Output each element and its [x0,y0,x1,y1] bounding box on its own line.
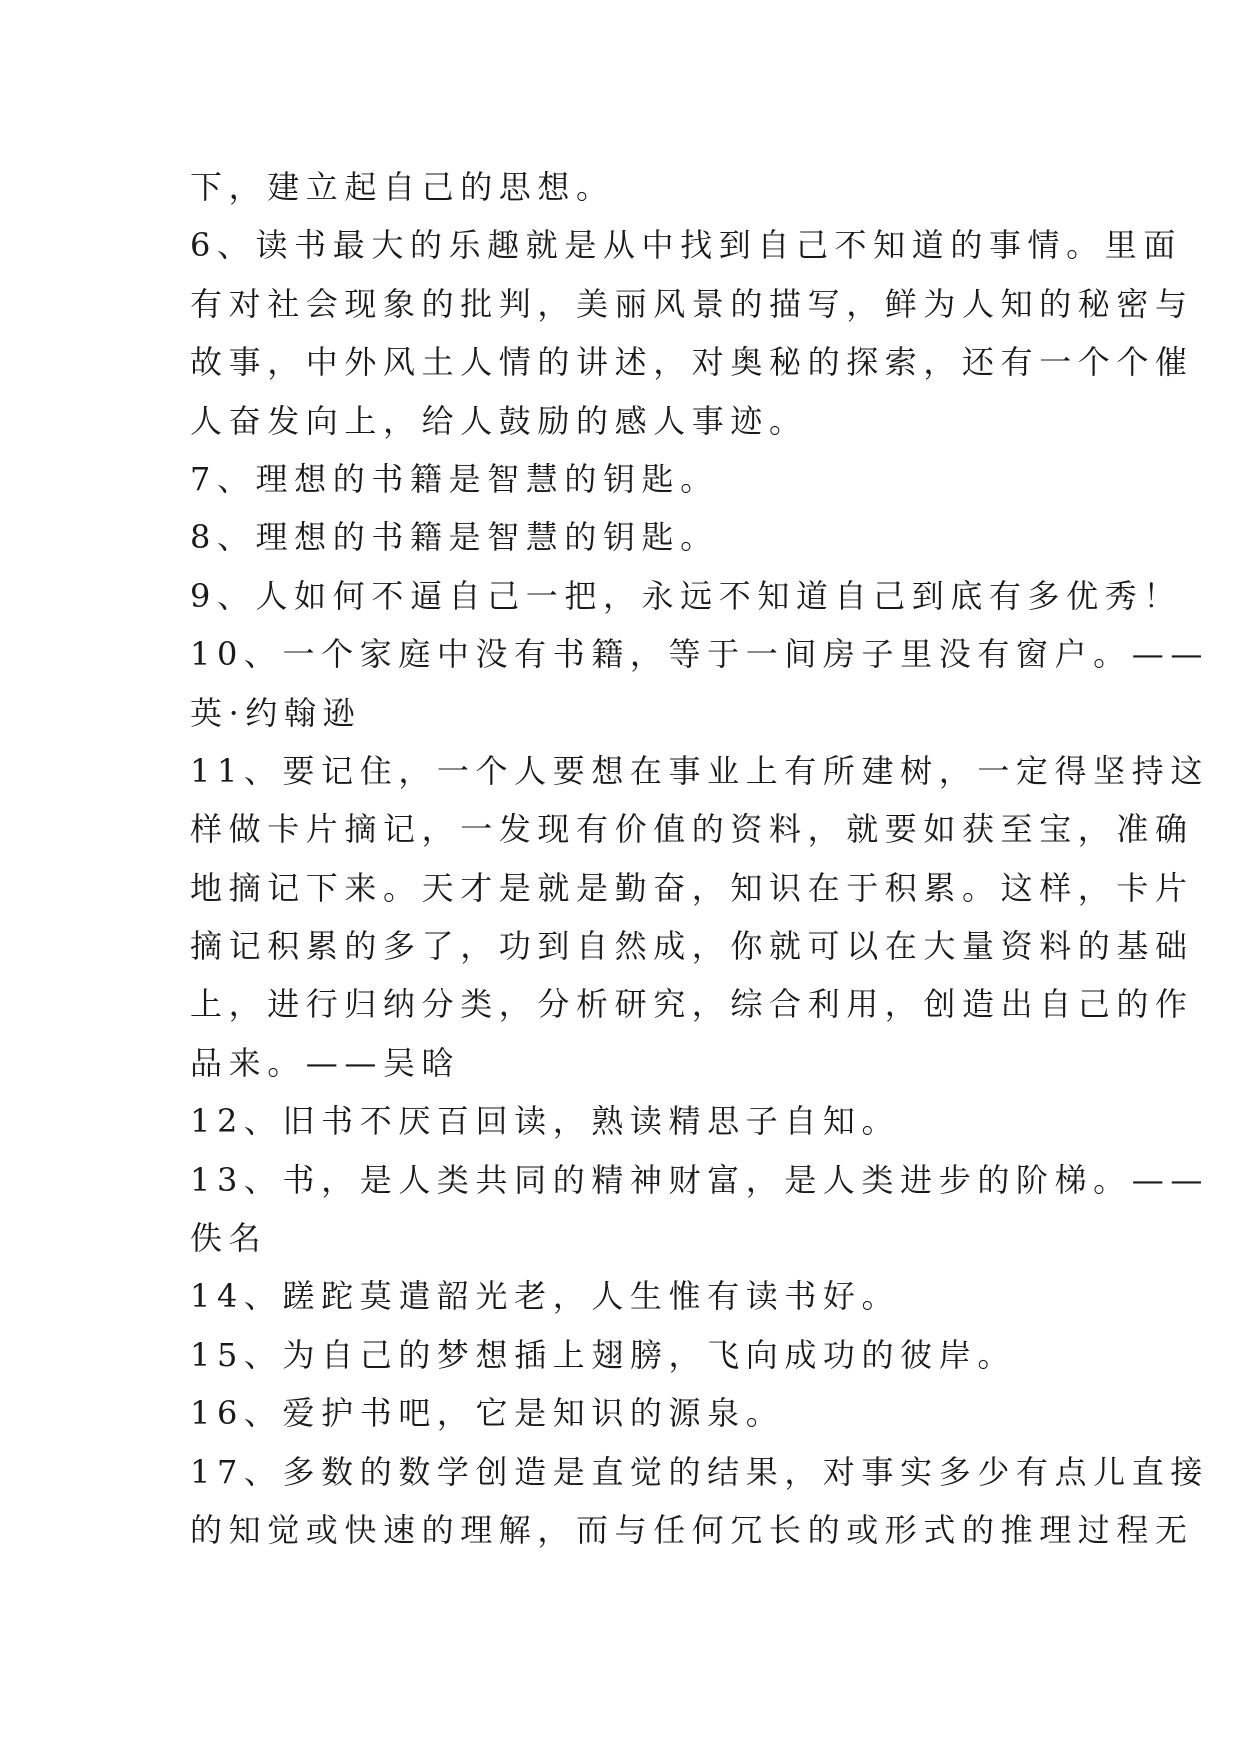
text-line: 样做卡片摘记，一发现有价值的资料，就要如获至宝，准确 [190,810,1194,849]
text-line: 下，建立起自己的思想。 [190,168,615,206]
text-line: 13、书，是人类共同的精神财富，是人类进步的阶梯。—— [190,1160,1209,1199]
text-line: 11、要记住，一个人要想在事业上有所建树，一定得坚持这 [190,751,1209,790]
text-line: 16、爱护书吧，它是知识的源泉。 [190,1394,785,1433]
text-line: 10、一个家庭中没有书籍，等于一间房子里没有窗户。—— [190,635,1209,674]
text-line: 品来。——吴晗 [190,1043,461,1082]
text-line: 上，进行归纳分类，分析研究，综合利用，创造出自己的作 [190,985,1194,1024]
text-line: 有对社会现象的批判，美丽风景的描写，鲜为人知的秘密与 [190,284,1194,323]
text-line: 摘记积累的多了，功到自然成，你就可以在大量资料的基础 [190,927,1194,966]
text-line: 故事，中外风土人情的讲述，对奥秘的探索，还有一个个催 [190,343,1194,382]
text-line: 7、理想的书籍是智慧的钥匙。 [190,459,719,498]
text-line: 地摘记下来。天才是就是勤奋，知识在于积累。这样，卡片 [190,868,1194,907]
text-line: 8、理想的书籍是智慧的钥匙。 [190,518,719,557]
document-body [190,158,1209,1559]
text-line: 的知觉或快速的理解，而与任何冗长的或形式的推理过程无 [190,1510,1194,1549]
text-line: 12、旧书不厌百回读，熟读精思子自知。 [190,1102,901,1141]
text-line: 人奋发向上，给人鼓励的感人事迹。 [190,401,808,440]
text-line: 9、人如何不逼自己一把，永远不知道自己到底有多优秀！ [190,576,1182,615]
text-line: 6、读书最大的乐趣就是从中找到自己不知道的事情。里面 [190,226,1182,265]
text-line: 15、为自己的梦想插上翅膀，飞向成功的彼岸。 [190,1335,1016,1374]
text-line: 14、蹉跎莫遣韶光老，人生惟有读书好。 [190,1277,901,1316]
text-line: 英·约翰逊 [190,693,362,732]
text-line: 佚名 [190,1219,268,1258]
text-line: 17、多数的数学创造是直觉的结果，对事实多少有点儿直接 [190,1452,1209,1491]
